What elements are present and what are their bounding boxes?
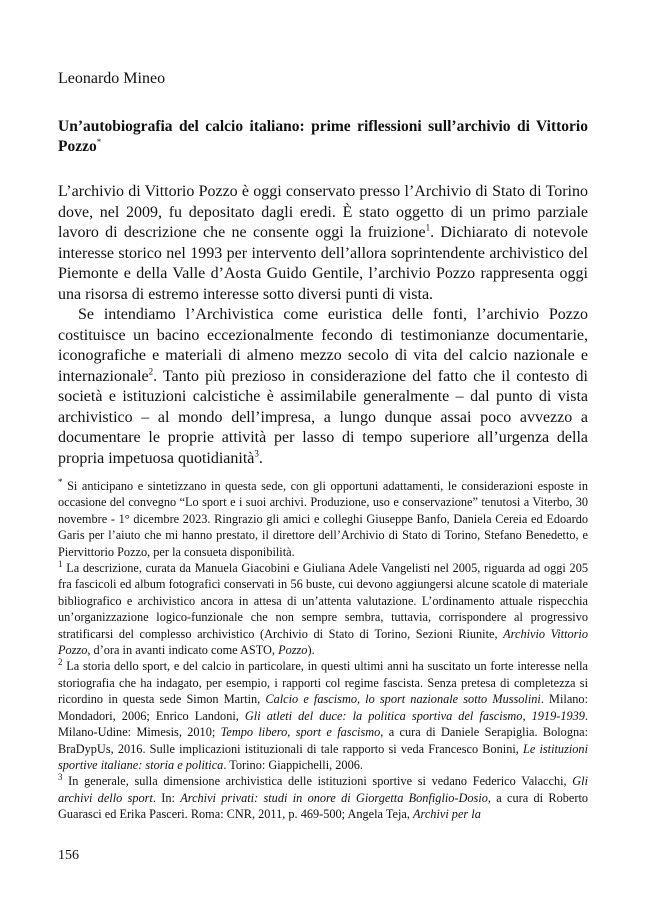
footnote-3-text-a: In generale, sulla dimensione archivistica delle istituzioni sportive si vedano Federico Valacchi, (62, 774, 573, 789)
footnote-2-italic-3: Tempo libero, sport e fascismo (220, 725, 381, 740)
p2-text-c: . (258, 449, 263, 467)
page-number: 156 (58, 848, 79, 863)
footnote-star-text: Si anticipano e sintetizzano in questa sede, con gli opportuni adattamenti, le considerazioni esposte in occasione del convegno “Lo sport e i suoi archivi. Produzione, uso e conservazione” tenutosi a Viterbo, 30 novembre - 1° dicembre 2023. Ringrazio gli amici e colleghi Giuseppe Banfo, Daniela Cereia ed Edoardo Garis per l’aiuto che mi hanno prestato, il direttore dell’Archivio di Stato di Torino, Stefano Benedetto, e Piervittorio Pozzo, per la consueta disponibilità. (58, 479, 588, 559)
footnote-2-text-c: . Milano-Udine: Mimesis, 2010; (58, 708, 588, 740)
footnote-2 (58, 658, 588, 773)
footnote-1-italic-2: Pozzo (278, 643, 308, 658)
footnote-1-text-b: , d’ora in avanti indicato come ASTO, (87, 643, 279, 658)
footnote-2-text-b: . Milano: Mondadori, 2006; Enrico Landoni, (58, 692, 588, 723)
footnote-3-text-c: , a cura di Roberto Guarasci ed Erika Pasceri. Roma: CNR, 2011, p. 469-500; Angela Teja, (58, 790, 589, 822)
footnote-3-italic-2: Archivi privati: studi in onore di Giorgetta Bonfiglio-Dosio (180, 790, 488, 805)
footnote-1-text-a: La descrizione, curata da Manuela Giacobini e Giuliana Adele Vangelisti nel 2005, riguarda ad oggi 205 fra fascicoli ed album fotografici conservati in 56 buste, cui devono aggiungersi alcune scatole di materiale bibliografico e archivistico ancora in attesa di un’attenta valutazione. L’ordinamento attuale rispecchia un’organizzazione logico-funzionale che non sempre sembra, tuttavia, corrispondere al progressivo stratificarsi del complesso archivistico (Archivio di Stato di Torino, Sezioni Riunite, (58, 561, 588, 641)
footnote-3-mark: 3 (58, 772, 63, 783)
body-paragraph-1 (58, 182, 588, 305)
article-body (58, 182, 588, 469)
footnote-2-mark: 2 (58, 657, 63, 668)
footnote-3-text-b: . In: (152, 790, 181, 805)
footnotes (58, 478, 588, 823)
footnote-star-mark: * (58, 476, 63, 487)
footnote-1-mark: 1 (58, 558, 63, 569)
body-paragraph-2 (58, 305, 588, 469)
footnote-2-text-a: La storia dello sport, e del calcio in particolare, in questi ultimi anni ha suscitato un forte interesse nella storiografia che ha indagato, per esempio, i rapporti col regime fascista. Senza pretesa di completezza si ricordino in questa sede Simon Martin, (58, 659, 588, 707)
footnote-ref-3: 3 (254, 448, 259, 459)
article-title-text: Un’autobiografia del calcio italiano: prime riflessioni sull’archivio di Vittorio Pozzo (58, 118, 588, 155)
footnote-1 (58, 560, 588, 658)
footnote-ref-1: 1 (425, 222, 431, 233)
title-footnote-mark: * (96, 136, 102, 147)
footnote-2-text-d: , a cura di Daniele Serapiglia. Bologna: BraDypUs, 2016. Sulle implicazioni istituzionali di tale rapporto si veda Francesco Bonini, (58, 725, 588, 756)
footnote-star (58, 478, 588, 560)
footnote-2-italic-1: Calcio e fascismo, lo sport nazionale sotto Mussolini (265, 692, 541, 707)
footnote-2-text-e: . Torino: Giappichelli, 2006. (223, 757, 363, 772)
p2-text-a: Se intendiamo l’Archivistica come euristica delle fonti, l’archivio Pozzo costituisce un bacino eccezionalmente fecondo di testimonianze documentarie, iconografiche e materiali di almeno mezzo secolo di vita del calcio nazionale e internazionale (58, 306, 588, 385)
footnote-3-italic-1: Gli archivi dello sport (58, 774, 588, 805)
p1-text-b: . Dichiarato di notevole interesse storico nel 1993 per intervento dell’allora soprintendente archivistico del Piemonte e della Valle d’Aosta Guido Gentile, l’archivio Pozzo rappresenta oggi una risorsa di estremo interesse sotto diversi punti di vista. (58, 224, 589, 303)
footnote-3-italic-3: Archivi per la (413, 807, 481, 822)
article-title (58, 117, 588, 157)
footnote-1-italic-1: Archivio Vittorio Pozzo (58, 626, 588, 658)
footnote-ref-2: 2 (148, 366, 154, 377)
p2-text-b: . Tanto più prezioso in considerazione del fatto che il contesto di società e istituzioni calcistiche è assimilabile generalmente – dal punto di vista archivistico – al mondo dell’impresa, a lungo dunque assai poco avvezzo a documentare le proprie attività per lasso di tempo superiore all’urgenza della propria impetuosa quotidianità (58, 367, 588, 467)
footnote-3 (58, 773, 588, 822)
footnote-2-italic-4: Le istituzioni sportive italiane: storia e politica (58, 741, 589, 772)
p1-text-a: L’archivio di Vittorio Pozzo è oggi conservato presso l’Archivio di Stato di Torino dove, nel 2009, fu depositato dagli eredi. È stato oggetto di un primo parziale lavoro di descrizione che ne consente oggi la fruizione (58, 183, 588, 241)
footnote-2-italic-2: Gli atleti del duce: la politica sportiva del fascismo, 1919-1939 (244, 708, 585, 723)
footnote-1-text-c: ). (307, 643, 315, 658)
author-name: Leonardo Mineo (58, 70, 166, 87)
